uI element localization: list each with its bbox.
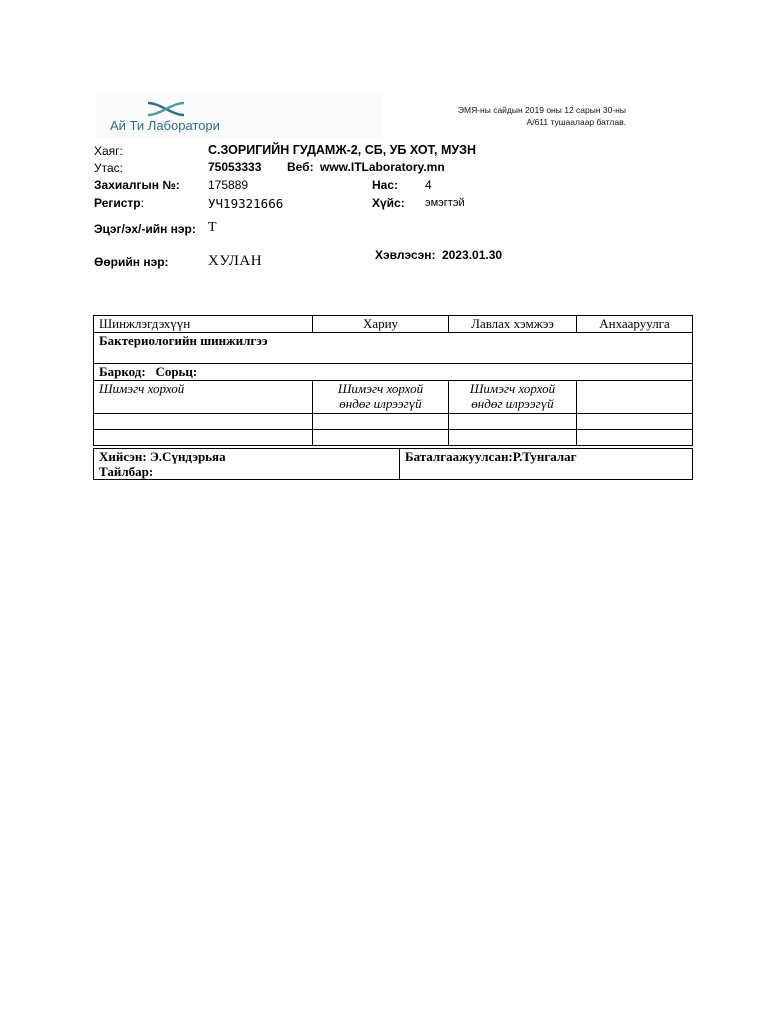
gender-value: эмэгтэй (425, 197, 465, 209)
reference-line-1: Шимэгч хорхой (469, 381, 556, 396)
printed-date: 2023.01.30 (442, 248, 503, 262)
performed-by: Хийсэн: Э.Сүндэрьяа (99, 449, 226, 464)
register-label: Регистр (94, 196, 141, 210)
table-header-row (94, 316, 693, 333)
phone-label: Утас: (94, 161, 123, 175)
gender-label: Хүйс: (372, 196, 405, 210)
reference-line-2: өндөг илрээгүй (471, 396, 554, 411)
note-cell (577, 381, 693, 414)
col-note-header: Анхааруулга (577, 316, 693, 333)
barcode-label: Баркод: (99, 364, 146, 379)
empty-row (94, 430, 693, 446)
col-reference-header: Лавлах хэмжээ (449, 316, 577, 333)
section-title: Бактериологийн шинжилгээ (94, 333, 693, 364)
verified-by: Баталгаажуулсан:Р.Тунгалаг (400, 449, 693, 480)
result-line-2: өндөг илрээгүй (339, 396, 422, 411)
section-row (94, 333, 693, 364)
sample-label: Сорьц: (155, 364, 198, 379)
web-label: Веб: (287, 160, 314, 174)
parent-name-label: Эцэг/эх/-ийн нэр: (94, 222, 196, 236)
reference-cell (449, 381, 577, 414)
col-result-header: Хариу (313, 316, 449, 333)
result-cell (313, 381, 449, 414)
register-colon: : (140, 196, 144, 210)
parent-name-value: Т (208, 220, 217, 235)
order-value: 175889 (208, 178, 249, 192)
results-table (93, 315, 693, 446)
order-label: Захиалгын №: (94, 178, 180, 192)
decree-line-1: ЭМЯ-ны сайдын 2019 оны 12 сарын 30-ны (457, 105, 626, 115)
result-line-1: Шимэгч хорхой (337, 381, 424, 396)
barcode-row (94, 364, 693, 381)
own-name-label: Өөрийн нэр: (94, 255, 169, 269)
phone-value: 75053333 (208, 160, 262, 174)
col-test-header: Шинжлэгдэхүүн (94, 316, 313, 333)
address-label: Хаяг: (94, 144, 123, 158)
register-label-wrap (94, 196, 144, 210)
signature-table (93, 448, 693, 480)
decree-note (380, 104, 626, 128)
decree-line-2: А/611 тушаалаар батлав. (526, 117, 626, 127)
address-value: С.ЗОРИГИЙН ГУДАМЖ-2, СБ, УБ ХОТ, МУЗН (208, 143, 476, 157)
register-value: УЧ19321666 (208, 196, 284, 211)
signature-left (94, 449, 400, 480)
remark-label: Тайлбар: (99, 464, 154, 479)
table-row (94, 381, 693, 414)
web-value: www.ITLaboratory.mn (320, 160, 445, 174)
printed-label: Хэвлэсэн: (375, 248, 436, 262)
own-name-value: ХУЛАН (208, 253, 263, 269)
barcode-cell (94, 364, 693, 381)
lab-name: Ай Ти Лаборатори (110, 118, 220, 133)
dna-logo-icon (146, 100, 186, 118)
age-value: 4 (425, 178, 432, 192)
empty-row (94, 414, 693, 430)
signature-row (94, 449, 693, 480)
age-label: Нас: (372, 178, 399, 192)
organism-cell: Шимэгч хорхой (94, 381, 313, 414)
